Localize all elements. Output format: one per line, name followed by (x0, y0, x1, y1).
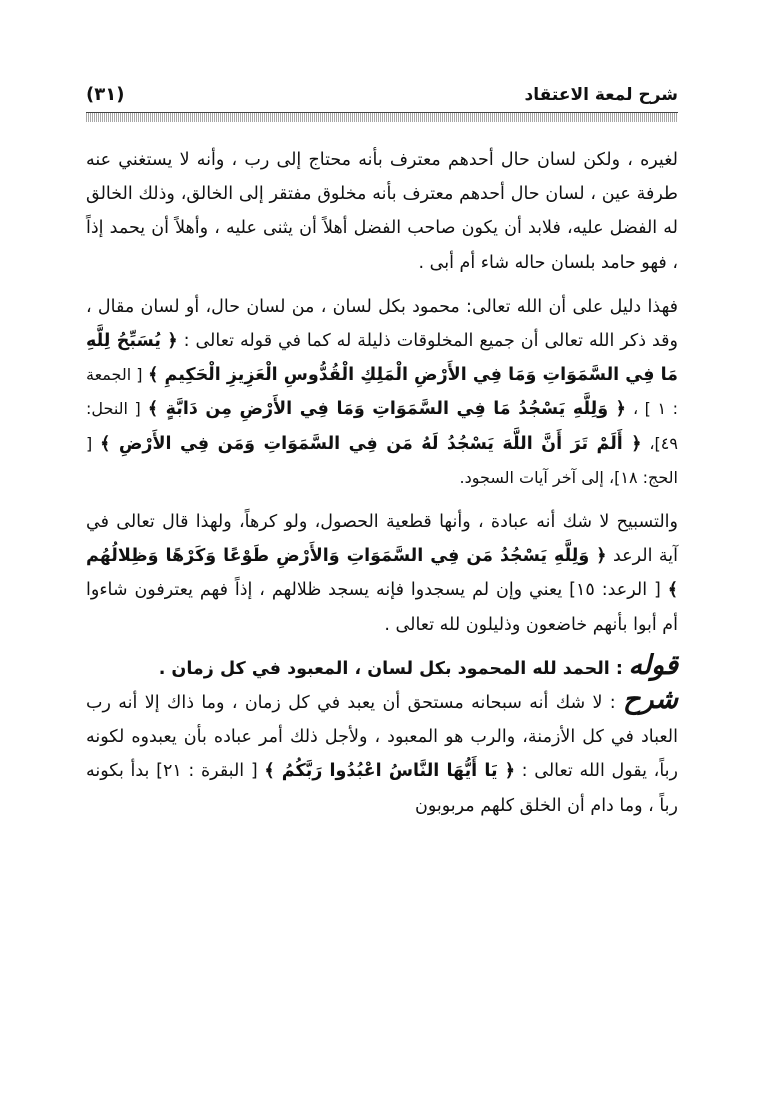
paragraph-3-text-cont: [ الرعد: ١٥] يعني وإن لم يسجدوا فإنه يسجد ظلالهم ، إذاً فهم يعترفون شاءوا أم أبوا بأنهم خاضعون وذليلون لله تعالى . (86, 580, 678, 635)
quran-verse-hajj: ﴿ أَلَمْ تَرَ أَنَّ اللَّهَ يَسْجُدُ لَهُ مَن فِي السَّمَوَاتِ وَمَن فِي الأَرْضِ ﴾ (100, 433, 642, 454)
quran-verse-jumuah: ﴿ يُسَبِّحُ لِلَّهِ مَا فِي السَّمَوَاتِ وَمَا فِي الأَرْضِ الْمَلِكِ الْقُدُّوسِ الْعَزِيزِ الْحَكِيمِ ﴾ (86, 331, 678, 386)
qawl-line (86, 649, 678, 686)
sharh-paragraph (86, 686, 678, 823)
sharh-text: : لا شك أنه سبحانه مستحق أن يعبد في كل زمان ، وما ذاك إلا أنه رب العباد في كل الأزمنة، والرب هو المعبود ، ولأجل ذلك أمر عباده بأن يعبدوه لكونه رباً، يقول الله تعالى : (86, 693, 678, 782)
book-title: شرح لمعة الاعتقاد (524, 85, 678, 105)
paragraph-2-text: فهذا دليل على أن الله تعالى: محمود بكل لسان ، من لسان حال، أو لسان مقال ، وقد ذكر الله تعالى أن جميع المخلوقات ذليلة له كما في قوله تعالى : (86, 296, 678, 352)
verse-ref-hajj: [ الحج: ١٨]، إلى آخر آيات السجود. (86, 433, 678, 487)
sharh-label: شرح (623, 684, 678, 716)
paragraph-2 (86, 290, 678, 495)
verse-ref-nahl: [ النحل: ٤٩]، (86, 399, 678, 453)
quran-verse-baqarah: ﴿ يَا أَيُّهَا النَّاسُ اعْبُدُوا رَبَّكُمُ ﴾ (264, 761, 515, 782)
paragraph-3-text: والتسبيح لا شك أنه عبادة ، وأنها قطعية الحصول، ولو كرهاً، ولهذا قال تعالى في آية الرعد (86, 512, 679, 567)
qawl-text: : الحمد لله المحمود بكل لسان ، المعبود في كل زمان . (158, 658, 623, 679)
paragraph-1: لغيره ، ولكن لسان حال أحدهم معترف بأنه محتاج إلى رب ، وأنه لا يستغني عنه طرفة عين ، لسان حال أحدهم معترف بأنه مخلوق مفتقر إلى الخالق، وذلك الخالق له الفضل عليه، فلابد أن يكون صاحب الفضل أهلاً أن يثنى عليه ، وأهلاً أن يحمد إذاً ، فهو حامد بلسان حاله شاء أم أبى . (86, 150, 678, 273)
page-body (86, 143, 678, 823)
quran-verse-rad: ﴿ وَلِلَّهِ يَسْجُدُ مَن فِي السَّمَوَاتِ وَالأَرْضِ طَوْعًا وَكَرْهًا وَظِلالُهُم ﴾ (86, 546, 678, 601)
header-divider (86, 112, 678, 122)
page-header (86, 82, 678, 110)
qawl-label: قوله (628, 649, 678, 681)
page-number: (٣١) (86, 84, 125, 105)
paragraph-3 (86, 505, 678, 642)
verse-ref-jumuah: [ الجمعة : ١ ] ، (86, 365, 678, 419)
sharh-text-cont: [ البقرة : ٢١] بدأ بكونه رباً ، وما دام أن الخلق كلهم مربوبون (86, 761, 678, 816)
quran-verse-nahl: ﴿ وَلِلَّهِ يَسْجُدُ مَا فِي السَّمَوَاتِ وَمَا فِي الأَرْضِ مِن دَابَّةٍ ﴾ (147, 399, 626, 420)
